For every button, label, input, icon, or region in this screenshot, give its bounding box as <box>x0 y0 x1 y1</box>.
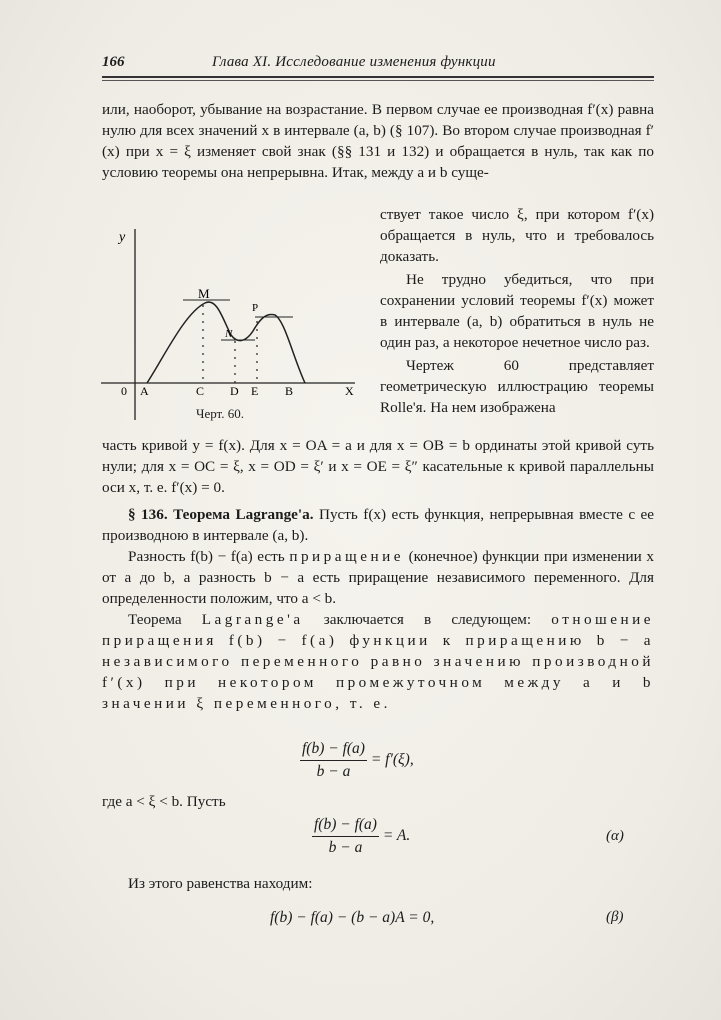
spaced-emphasis: Lagrange'a <box>201 611 304 628</box>
label-a: A <box>140 384 149 398</box>
fraction-numerator: f(b) − f(a) <box>300 740 367 761</box>
paragraph-text: Не трудно убедиться, что при сохранении условий теоремы f′(x) может в интервале (a, b) обратиться в нуль не один раз, а некоторое нечетное число раз. <box>380 271 654 351</box>
figure-60-graph <box>95 225 375 425</box>
formula-rhs: = A. <box>382 827 411 845</box>
running-title: Глава XI. Исследование изменения функции <box>212 54 496 70</box>
curve <box>147 302 305 383</box>
formula-lagrange <box>300 740 414 781</box>
paragraph-text: где a < ξ < b. Пусть <box>102 793 226 810</box>
paragraph-continuation <box>102 99 654 183</box>
spaced-emphasis: приращение <box>289 548 404 565</box>
header-rule <box>102 76 654 78</box>
paragraph-text: Чертеж 60 представляет геометрическую иллюстрацию теоремы Rolle'я. На нем изображена <box>380 357 654 416</box>
label-m: M <box>198 286 210 301</box>
header-rule-thin <box>102 80 654 81</box>
label-o: 0 <box>121 384 127 398</box>
label-x: X <box>345 384 354 398</box>
label-c: C <box>196 384 205 398</box>
paragraph-text: часть кривой y = f(x). Для x = OA = a и для x = OB = b ординаты этой кривой суть нули; для x = OC = ξ, x = OD = ξ′ и x = OE = ξ″ касательные к кривой параллельны оси x, т. е. f′(x) = 0. <box>102 437 654 496</box>
paragraph-text: или, наоборот, убывание на возрастание. В первом случае ее производная f′(x) равна нулю для всех значений x в интервале (a, b) (§ 107). Во втором случае производная f′(x) при x = ξ изменяет свой знак (§§ 131 и 132) и обращается в нуль, так как по условию теоремы она непрерывна. Итак, между a и b суще- <box>102 101 654 181</box>
section-heading: § 136. Теорема Lagrange'a. <box>128 506 314 523</box>
page-number: 166 <box>102 54 125 70</box>
formula-beta: f(b) − f(a) − (b − a)A = 0, <box>270 909 435 926</box>
equation-label-alpha: (α) <box>606 828 624 844</box>
figure-caption: Черт. 60. <box>196 406 245 421</box>
label-d: D <box>230 384 239 398</box>
fraction-numerator: f(b) − f(a) <box>312 816 379 837</box>
label-b: B <box>285 384 294 398</box>
page-header <box>102 54 654 76</box>
section-136-paragraph: § 136. Теорема Lagrange'a. Пусть f(x) есть функция, непрерывная вместе с ее производною в интервале (a, b). <box>102 506 655 544</box>
paragraph-text: Разность f(b) − f(a) есть приращение (конечное) функции при изменении x от a до b, а разность b − a есть приращение независимого переменного. Для определенности положим, что a < b. <box>102 548 655 607</box>
label-y: y <box>119 230 126 245</box>
label-p: P <box>252 302 259 314</box>
right-column-text <box>380 204 654 418</box>
paragraph-from-equality <box>102 873 654 894</box>
fraction-denominator: b − a <box>328 839 363 856</box>
main-text-block <box>102 435 654 714</box>
formula-rhs: = f′(ξ), <box>370 751 414 769</box>
paragraph-text: ствует такое число ξ, при котором f′(x) обращается в нуль, что и требовалось доказать. <box>380 206 654 265</box>
theorem-statement: Теорема Lagrange'a заключается в следующем: отношение приращения f(b) − f(a) функции к приращению b − a независимого переменного равно значению производной f′(x) при некотором промежуточном между a и b значении ξ переменного, т. е. <box>102 611 654 712</box>
paragraph-where <box>102 791 654 812</box>
fraction-denominator: b − a <box>316 763 351 780</box>
paragraph-text: Из этого равенства находим: <box>128 875 313 892</box>
label-e: E <box>251 384 259 398</box>
formula-alpha <box>312 816 410 857</box>
equation-label-beta: (β) <box>606 909 624 925</box>
label-n: N <box>225 328 233 340</box>
spaced-emphasis: отношение приращения f(b) − f(a) функции к приращению b − a независимого переменного равно значению производной f′(x) при некотором промежуточном между a и b значении ξ переменного, т. е. <box>102 611 654 712</box>
